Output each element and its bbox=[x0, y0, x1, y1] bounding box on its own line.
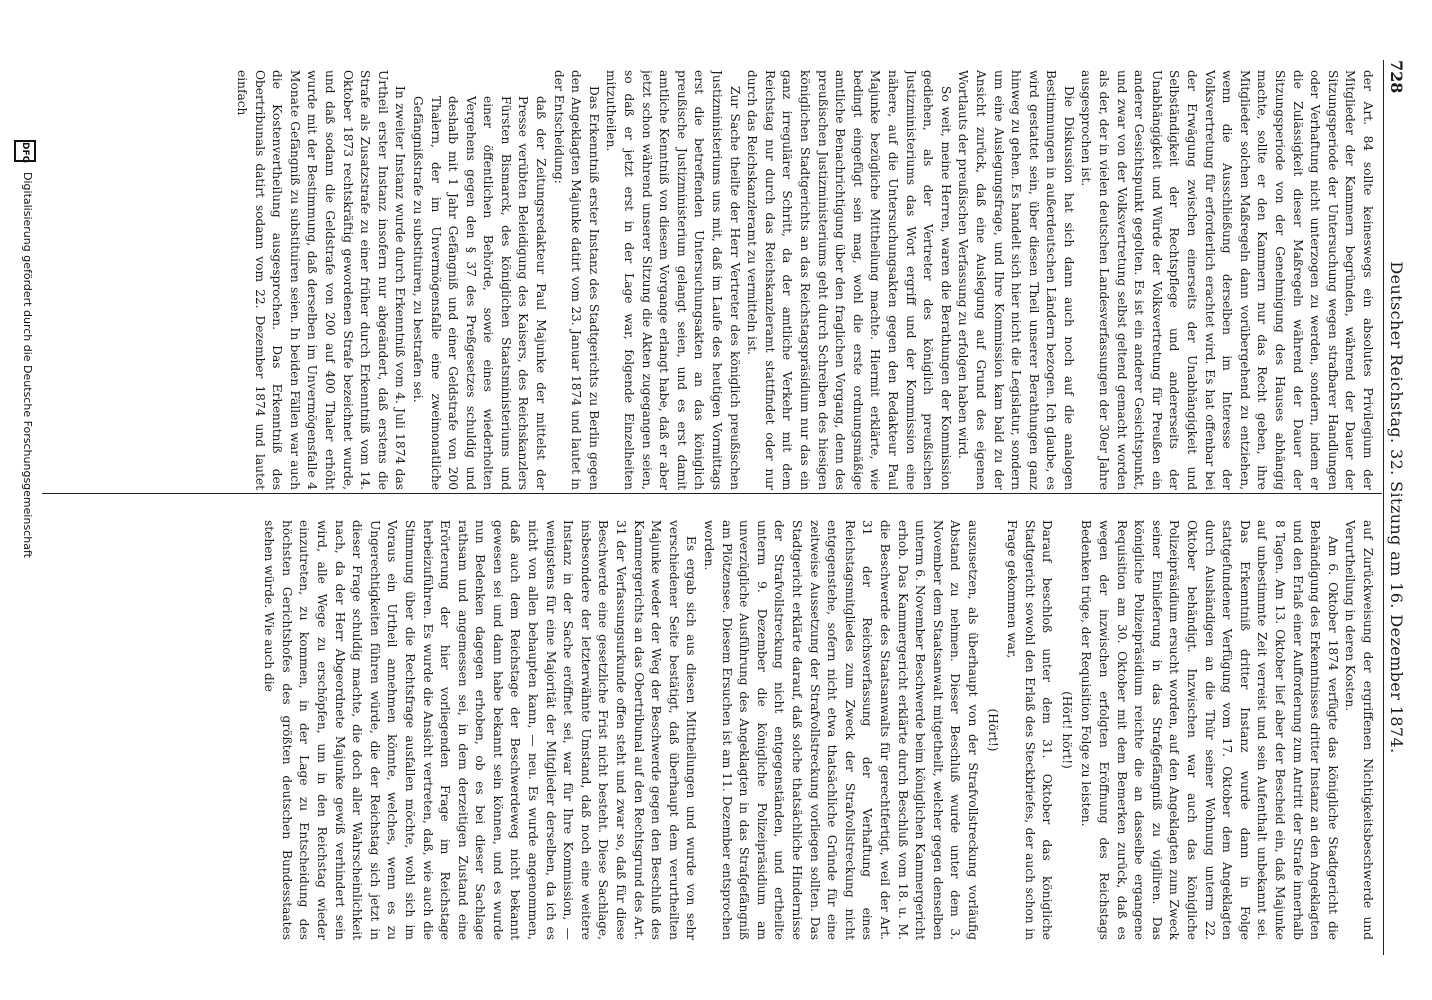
quoted-verdict: daß der Zeitungsredakteur Paul Majunke der mittelst der Presse verübten Beleidigung des Kaisers, des Reichskanzlers Fürsten Bismarck, des königlichen Staatsministeriums und einer öffentlichen Behörde, sowie eines wiederholten Vergehens gegen den § 37 des Preßgesetzes schuldig und deshalb mit 1 Jahr Gefängniß und einer Geldstrafe von 200 Thalern, der im Unvermögensfalle eine zweimonatliche Gefängnißstrafe zu substituiren, zu bestrafen sei. bbox=[410, 96, 549, 490]
paragraph: Es ergab sich aus diesen Mittheilungen und wurde von sehr verschiedener Seite bestätigt, daß überhaupt dem verurtheilten Majunke weder der Weg der Beschwerde gegen den Beschluß des Kammergerichts an das Obertribunal auf den Rechtsgrund des Art. 31 der Verfassungsurkunde offen steht und zwar so, daß für diese Beschwerde eine gesetzliche Frist nicht besteht. Diese Sachlage, insbesondere der letzterwähnte Umstand, daß noch eine weitere Instanz in der Sache eröffnet sei, war für Ihre Kommission, — wenigstens für eine Majorität der Mitglieder derselben, da ich es nicht von allen behaupten kann, — neu. Es wurde angenommen, daß auch dem Reichstage der Beschwerdeweg nicht bekannt gewesen sei und dann habe bekannt sein können, und es wurde nun Bedenken dagegen erhoben, ob es bei dieser Sachlage rathsam und angemessen sei, in dem derzeitigen Zustand eine Erörterung der hier vorliegenden Frage im Reichstage herbeizuführen. Es wurde die Ansicht vertreten, daß, wie auch die Stimmung über die Rechtsfrage ausfallen möchte, wohl sich im Voraus ein Urtheil annehmen könnte, welches, wenn es zu Ungerechtigkeiten führen würde, die der Reichstag sich jetzt in dieser Frage schuldig machte, die doch aller Wahrscheinlichkeit nach, da der Herr Abgeordnete Majunke gewiß verhindert sein wird, alle Wege zu erschöpfen, um in den Reichstag wieder einzutreten, zu kommen, in der Lage zu Entscheidung des höchsten Gerichtshofes des größten deutschen Bundesstaates stehen würde. Wie auch die bbox=[262, 520, 699, 940]
running-title: Deutscher Reichstag. 32. Sitzung am 16. Dezember 1874. bbox=[1387, 261, 1406, 754]
paragraph: So weit, meine Herren, waren die Berathungen der Kommission gediehen, als der Vertreter des königlich preußischen Justizministeriums das Wort ergriff und der Kommission eine nähere, auf die Untersuchungsakten gegen den Redakteur Paul Majunke bezügliche Mittheilung machte. Hiermit erklärte, wie bedingt eingefügt sein mag, wohl die erste ordnungsmäßige amtliche Benachrichtigung über den fraglichen Vorgang, denn des preußischen Justizministeriums geht durch Schreiben des hiesigen königlichen Stadtgerichts an das Reichstagspräsidium nur das ein ganz irregulärer Schritt, da der amtliche Verkehr mit dem Reichstag nur durch das Reichskanzleramt stattfindet oder nur durch das Reichskanzleramt zu vermitteln ist. bbox=[745, 70, 953, 490]
paragraph: Das Erkenntniß erster Instanz des Stadtgerichts zu Berlin gegen den Angeklagten Majunke datirt vom 23. Januar 1874 und lautet in der Entscheidung: bbox=[551, 70, 601, 490]
page-number: 728 bbox=[1387, 60, 1406, 94]
credit-text: Digitalisierung gefördert durch die Deutsche Forschungsgemeinschaft bbox=[21, 172, 34, 558]
digitization-credit bbox=[8, 140, 38, 1000]
paragraph: Die Diskussion hat sich dann auch noch auf die analogen Bestimmungen in außerdeutschen Ländern bezogen. Ich glaube, es wird gestattet sein, über diesen Theil unserer Berathungen ganz hinweg zu gehen. Es handelt sich hier nicht die Legislatur, sondern um eine Auslegungsfrage, und Ihre Kommission kam bald zu der Ansicht zurück, daß eine Auslegung auf Grund des eigenen Wortlauts der preußischen Verfassung zu erfolgen haben wird. bbox=[956, 70, 1076, 490]
interjection: (Hört! hört!) bbox=[1059, 691, 1074, 769]
paragraph: Zur Sache theilte der Herr Vertreter des königlich preußischen Justizministeriums uns mit, daß im Laufe des heutigen Vormittags erst die betreffenden Untersuchungsakten an das königlich preußische Justizministerium gelangt seien, und es erst damit amtliche Kenntniß von diesem Vorgange erlangt habe, daß er aber jetzt schon während unserer Sitzung die Akten zugegangen seien, so daß er jetzt erst in der Lage war, folgende Einzelheiten mitzutheilen. bbox=[604, 70, 742, 490]
paragraph: In zweiter Instanz wurde durch Erkenntniß vom 4. Juli 1874 das Urtheil erster Instanz insofern nur abgeändert, daß erstens die Strafe als Zusatzstrafe zu einer früher durch Erkenntniß vom 14. Oktober 1873 rechtskräftig gewordenen Strafe bezeichnet wurde, und daß sodann die Geldstrafe von 200 auf 400 Thaler erhöht wurde mit der Bestimmung, daß derselben im Unvermögensfalle 4 Monate Gefängniß zu substituiren seien. In beiden Fällen war auch die Kostenvertheilung ausgesprochen. Das Erkenntniß des Obertribunals datirt sodann vom 22. Dezember 1874 und lautet einfach bbox=[235, 70, 408, 490]
paragraph: Am 6. Oktober 1874 verfügte das königliche Stadtgericht die Behändigung des Erkenntnisses dritter Instanz an den Angeklagten und den Erlaß einer Aufforderung zum Antritt der Strafe innerhalb 8 Tagen. Am 13. Oktober lief aber der Bescheid ein, daß Majunke auf unbestimmte Zeit verreist und sein Aufenthalt unbekannt sei. Das Erkenntniß dritter Instanz wurde dann in Folge stattgefundener Verfügung vom 17. Oktober dem Angeklagten durch Aushändigen an die Thür seiner Wohnung unterm 22. Oktober behändigt. Inzwischen war auch das königliche Polizeipräsidium ersucht worden, auf den Angeklagten zum Zweck seiner Einlieferung in das Strafgefängniß zu vigiliren. Das königliche Polizeipräsidium reichte die an dasselbe ergangene Requisition am 30. Oktober mit dem Bemerken zurück, daß es wegen der inzwischen erfolgten Eröffnung des Reichstags Bedenken trüge, der Requisition Folge zu leisten. bbox=[1079, 520, 1340, 940]
paragraph: Darauf beschloß unter dem 31. Oktober das königliche Stadtgericht sowohl den Erlaß des Steckbriefes, der auch schon in Frage gekommen war, bbox=[1005, 520, 1055, 940]
paragraph: der Art. 84 sollte keineswegs ein absolutes Privilegium der Mitglieder der Kammern begründen, während der Dauer der Sitzungsperiode der Untersuchung wegen strafbarer Handlungen oder Verhaftung nicht unterzogen zu werden, sondern, indem er die Zulässigkeit dieser Maßregeln während der Dauer der Sitzungsperiode von der Genehmigung des Hauses abhängig machte, sollte er den Kammern nur das Recht geben, ihre Mitglieder solchen Maßregeln dann vorübergehend zu entziehen, wenn die Ausschließung derselben im Interesse der Volksvertretung für erforderlich erachtet wird. Es hat offenbar bei der Erwägung zwischen einerseits der Unabhängigkeit und Selbständigkeit der Rechtspflege und andererseits der Unabhängigkeit und Würde der Volksvertretung für Preußen ein anderer Gesichtspunkt gegolten. Es ist ein anderer Gesichtspunkt, und zwar von der Volksvertretung selbst geltend gemacht worden als der, der in vielen deutschen Landesverfassungen der 30er Jahre ausgesprochen ist. bbox=[1079, 70, 1375, 490]
right-text-column bbox=[36, 520, 1376, 940]
left-text-column bbox=[36, 70, 1376, 490]
column-divider bbox=[42, 493, 1382, 494]
interjection: (Hört!) bbox=[985, 708, 1000, 752]
page-header bbox=[1383, 60, 1408, 955]
dfg-logo: DFG bbox=[14, 140, 36, 162]
paragraph: auszusetzen, als überhaupt von der Strafvollstreckung vorläufig Abstand zu nehmen. Dieser Beschluß wurde unter dem 3. November dem Staatsanwalt mitgetheilt, welcher gegen denselben unterm 6. November Beschwerde beim königlichen Kammergericht erhob. Das Kammergericht erklärte durch Beschluß vom 18. u. M. die Beschwerde des Staatsanwalts für gerechtfertigt, weil der Art. 31 der Reichsverfassung der Verhaftung eines Reichstagsmitgliedes zum Zweck der Strafvollstreckung nicht entgegenstehe, sofern nicht etwa thatsächliche Gründe für eine zeitweise Aussetzung der Strafvollstreckung vorliegen sollten. Das Stadtgericht erklärte darauf, daß solche thatsächliche Hindernisse der Strafvollstreckung nicht entgegenständen, und ertheilte unterm 9. Dezember die königliche Polizeipräsidium am unverzügliche Ausführung des Angeklagten in das Strafgefängniß am Plötzensee. Diesem Ersuchen ist am 11. Dezember entsprochen worden. bbox=[702, 520, 980, 940]
paragraph: auf Zurückweisung der ergriffenen Nichtigkeitsbeschwerde und Verurtheilung in deren Kosten. bbox=[1343, 520, 1375, 940]
